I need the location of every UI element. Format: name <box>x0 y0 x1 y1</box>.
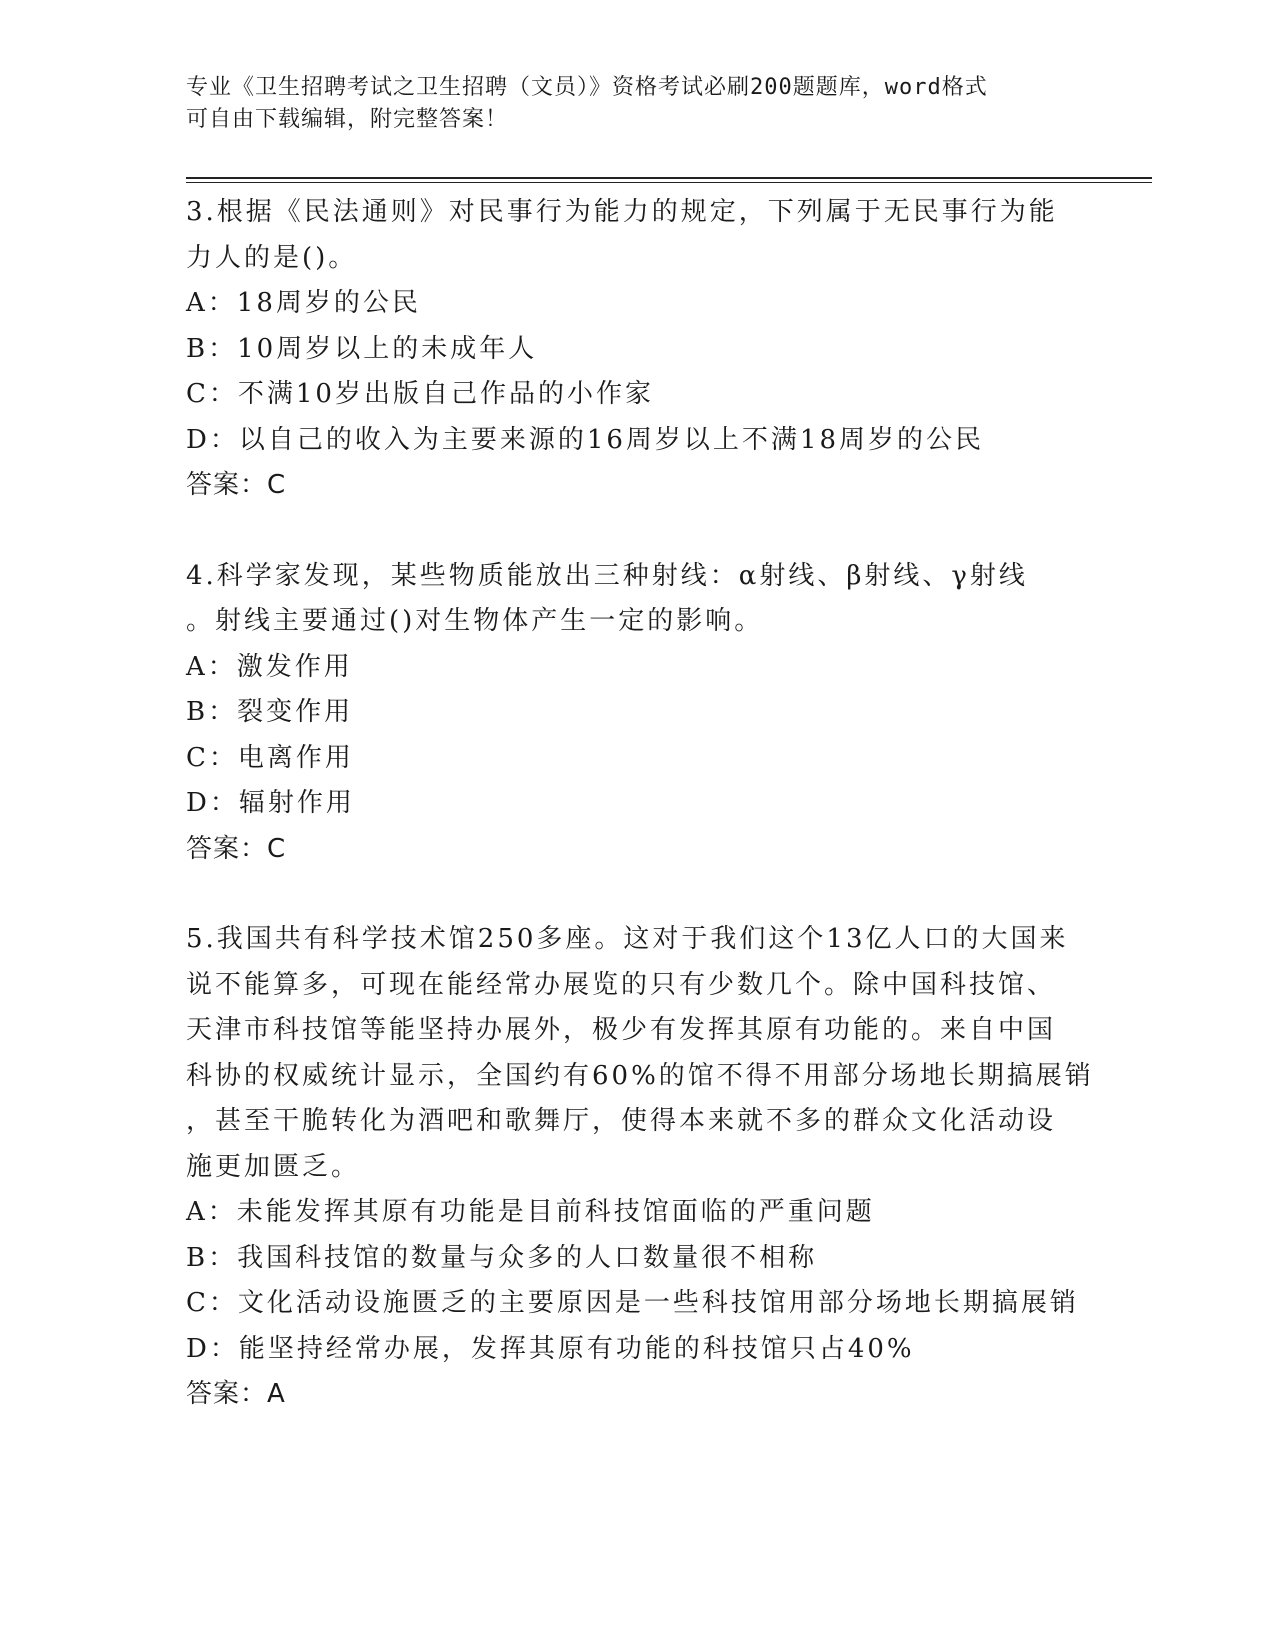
question-text-line: 天津市科技馆等能坚持办展外，极少有发挥其原有功能的。来自中国 <box>186 1015 1057 1045</box>
question-text-line: 4.科学家发现，某些物质能放出三种射线：α射线、β射线、γ射线 <box>186 560 1028 591</box>
header-line-2: 可自由下载编辑，附完整答案！ <box>186 107 509 132</box>
question-text-line: 。射线主要通过()对生物体产生一定的影响。 <box>186 606 764 636</box>
question-text-line: 施更加匮乏。 <box>186 1151 361 1182</box>
question-text-line: 5.我国共有科学技术馆250多座。这对于我们这个13亿人口的大国来 <box>186 924 1069 954</box>
option-a: A：激发作用 <box>186 651 353 682</box>
option-b: B：我国科技馆的数量与众多的人口数量很不相称 <box>186 1242 818 1273</box>
question-text-line: 说不能算多，可现在能经常办展览的只有少数几个。除中国科技馆、 <box>186 969 1057 1000</box>
question-5 <box>186 917 1094 1418</box>
header-line-1: 专业《卫生招聘考试之卫生招聘（文员）》资格考试必刷200题题库，word格式 <box>186 75 988 100</box>
option-c: C：不满10岁出版自己作品的小作家 <box>186 379 654 409</box>
question-text-line: 科协的权威统计显示，全国约有60%的馆不得不用部分场地长期搞展销 <box>186 1060 1094 1091</box>
question-list <box>186 190 1094 1418</box>
question-text-line: ，甚至干脆转化为酒吧和歌舞厅，使得本来就不多的群众文化活动设 <box>186 1106 1057 1136</box>
option-c: C：电离作用 <box>186 742 354 773</box>
option-d: D：以自己的收入为主要来源的16周岁以上不满18周岁的公民 <box>186 424 985 455</box>
question-4 <box>186 554 1086 873</box>
option-d: D：能坚持经常办展，发挥其原有功能的科技馆只占40% <box>186 1333 915 1364</box>
question-3 <box>186 190 1086 509</box>
option-c: C：文化活动设施匮乏的主要原因是一些科技馆用部分场地长期搞展销 <box>186 1288 1079 1318</box>
option-a: A：未能发挥其原有功能是目前科技馆面临的严重问题 <box>186 1197 875 1227</box>
option-b: B：10周岁以上的未成年人 <box>186 333 538 364</box>
option-a: A：18周岁的公民 <box>186 288 421 318</box>
option-d: D：辐射作用 <box>186 788 355 818</box>
answer-label: 答案：A <box>186 1379 286 1409</box>
document-header <box>186 72 1086 136</box>
answer-label: 答案：C <box>186 833 287 864</box>
option-b: B：裂变作用 <box>186 697 354 727</box>
question-text-line: 力人的是()。 <box>186 242 358 273</box>
question-spacer <box>186 872 1086 917</box>
answer-label: 答案：C <box>186 470 287 500</box>
question-spacer <box>186 509 1086 554</box>
question-text-line: 3.根据《民法通则》对民事行为能力的规定，下列属于无民事行为能 <box>186 197 1058 227</box>
header-divider <box>186 177 1152 183</box>
